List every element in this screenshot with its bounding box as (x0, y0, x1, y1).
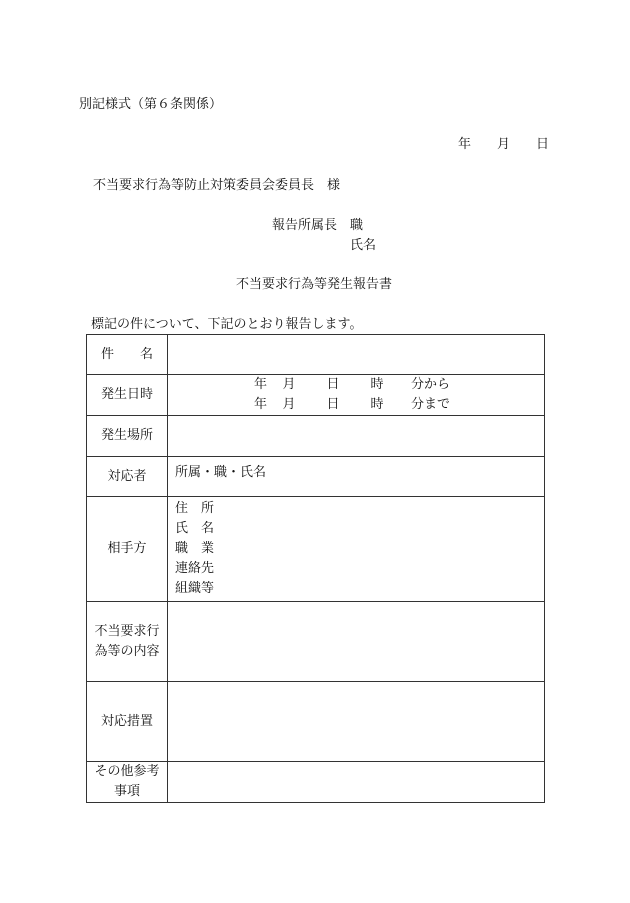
year-label: 年 (458, 137, 472, 152)
row-counterpart (87, 497, 545, 602)
measures-field[interactable] (168, 682, 545, 762)
day-label: 日 (536, 137, 550, 152)
occurred-to: 年 月 日 時 分まで (253, 397, 450, 412)
row-details (87, 602, 545, 682)
row-occurred (87, 375, 545, 416)
subject-label: 件 名 (87, 335, 168, 375)
addressee: 不当要求行為等防止対策委員会委員長 様 (93, 178, 341, 193)
subject-field[interactable] (168, 335, 545, 375)
row-measures (87, 682, 545, 762)
reporter-label: 報告所属長 職 (272, 218, 364, 233)
counterpart-occupation: 職 業 (175, 541, 215, 556)
details-field[interactable] (168, 602, 545, 682)
counterpart-field[interactable] (168, 497, 545, 602)
row-responder (87, 457, 545, 497)
responder-field[interactable]: 所属・職・氏名 (168, 457, 545, 497)
counterpart-contact: 連絡先 (175, 561, 215, 576)
row-place (87, 416, 545, 457)
intro-text: 標記の件について、下記のとおり報告します。 (91, 317, 363, 332)
row-other (87, 762, 545, 803)
form-reference: 別記様式（第６条関係） (79, 97, 223, 112)
row-subject (87, 335, 545, 375)
report-form-table (86, 334, 545, 803)
reporter-name-label: 氏名 (350, 238, 377, 253)
document-title: 不当要求行為等発生報告書 (236, 277, 393, 292)
place-label: 発生場所 (87, 416, 168, 457)
responder-label: 対応者 (87, 457, 168, 497)
counterpart-address: 住 所 (175, 501, 215, 516)
measures-label: 対応措置 (87, 682, 168, 762)
counterpart-organization: 組織等 (175, 581, 215, 596)
date-line (458, 137, 549, 153)
occurred-field[interactable] (168, 375, 545, 416)
counterpart-name: 氏 名 (175, 521, 215, 536)
other-label: その他参考 事項 (87, 762, 168, 803)
occurred-from: 年 月 日 時 分から (253, 377, 450, 392)
counterpart-label: 相手方 (87, 497, 168, 602)
details-label: 不当要求行 為等の内容 (87, 602, 168, 682)
occurred-label: 発生日時 (87, 375, 168, 416)
month-label: 月 (497, 137, 511, 152)
other-field[interactable] (168, 762, 545, 803)
place-field[interactable] (168, 416, 545, 457)
